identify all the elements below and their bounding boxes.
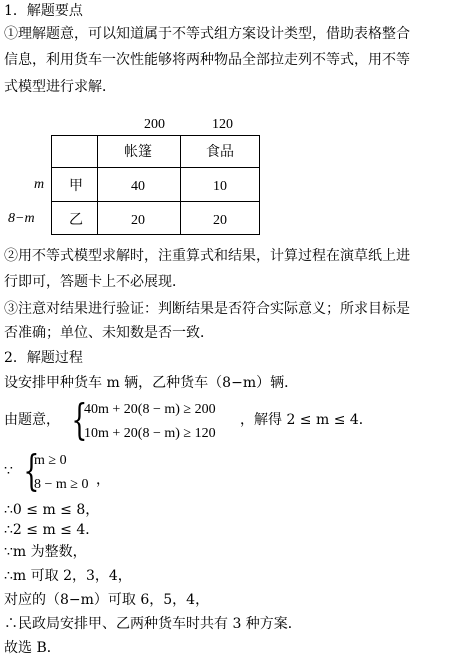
point-1-line-3: 式模型进行求解．: [4, 79, 116, 95]
step-5: 对应的（8−m）可取 6，5，4，: [4, 592, 210, 608]
step-2: ∴2 ≤ m ≤ 4．: [4, 522, 100, 538]
system1-prefix: 由题意，: [4, 412, 60, 428]
system1-suffix: ，解得 2 ≤ m ≤ 4．: [240, 412, 373, 428]
cell-jia-tent: 40: [131, 179, 145, 194]
point-1-line-1: ①理解题意，可以知道属于不等式组方案设计类型，借助表格整合: [4, 26, 410, 42]
system2-brace: {: [23, 446, 40, 495]
cell-yi-food: 20: [213, 213, 227, 228]
point-2-line-1: ②用不等式模型求解时，注重算式和结果，计算过程在演草纸上进: [4, 248, 410, 264]
row-count-m: m: [34, 177, 45, 192]
system2-eq1: m ≥ 0: [34, 453, 67, 468]
capacity-tent: 200: [144, 117, 165, 132]
point-2-line-2: 行即可，答题卡上不必展现．: [4, 274, 186, 290]
row-count-8-minus-m: 8−m: [8, 211, 35, 226]
row-jia: 甲: [69, 178, 83, 194]
point-3-line-2: 否准确；单位、未知数是否一致．: [4, 325, 214, 341]
step-1: ∴0 ≤ m ≤ 8，: [4, 502, 100, 518]
system1-eq1: 40m + 20(8 − m) ≥ 200: [84, 402, 216, 417]
system1-brace: {: [71, 395, 88, 444]
header-food: 食品: [206, 144, 234, 160]
info-table: [51, 135, 260, 235]
setup-line: 设安排甲种货车 m 辆，乙种货车（8−m）辆．: [4, 375, 299, 391]
capacity-food: 120: [212, 117, 233, 132]
section-1-heading: 1．解题要点: [4, 3, 83, 19]
system2-suffix: ，: [96, 472, 110, 488]
point-1-line-2: 信息，利用货车一次性能够将两种物品全部拉走列不等式，用不等: [4, 52, 410, 68]
step-3: ∵m 为整数，: [4, 544, 87, 560]
step-6: ∴民政局安排甲、乙两种货车时共有 3 种方案．: [4, 616, 302, 632]
section-2-heading: 2．解题过程: [4, 350, 83, 366]
header-tent: 帐篷: [124, 144, 152, 160]
answer-line: 故选 B．: [4, 640, 61, 656]
step-4: ∴m 可取 2，3，4，: [4, 568, 132, 584]
row-yi: 乙: [69, 212, 83, 228]
cell-yi-tent: 20: [131, 213, 145, 228]
point-3-line-1: ③注意对结果进行验证：判断结果是否符合实际意义；所求目标是: [4, 301, 410, 317]
cell-jia-food: 10: [213, 179, 227, 194]
system1-eq2: 10m + 20(8 − m) ≥ 120: [84, 426, 216, 441]
system2-eq2: 8 − m ≥ 0: [34, 477, 89, 492]
system2-prefix: ∵: [4, 463, 13, 479]
